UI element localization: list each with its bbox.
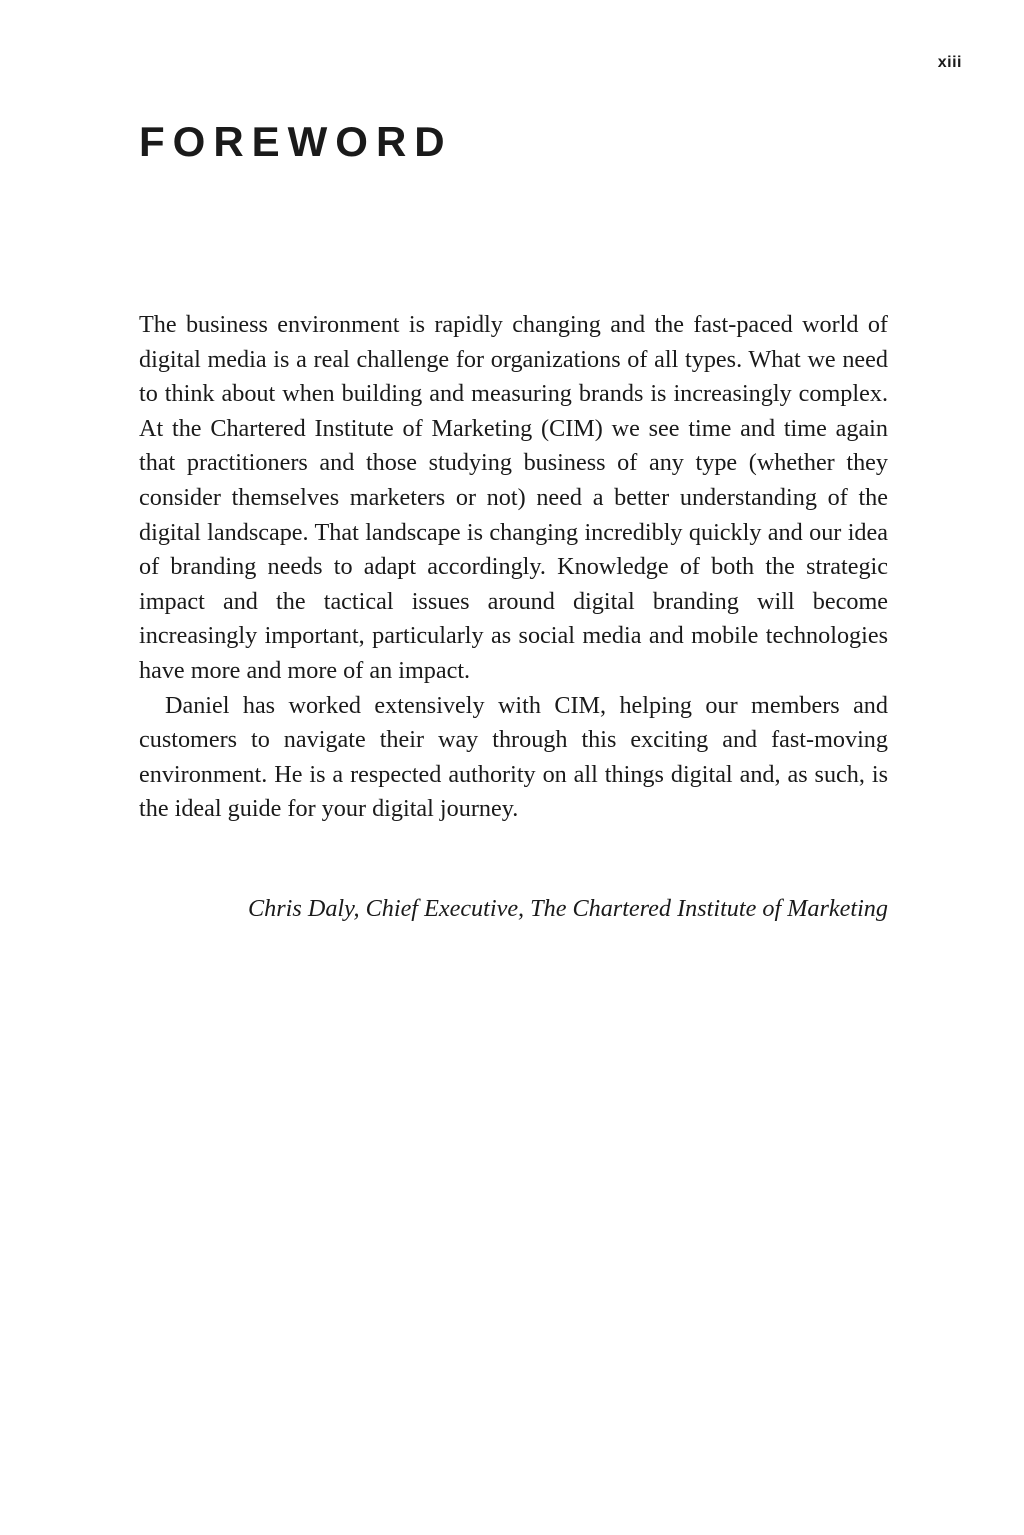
author-signature: Chris Daly, Chief Executive, The Chartered Institute of Marketing [248, 895, 888, 922]
page-title: FOREWORD [139, 118, 453, 165]
foreword-body [139, 308, 888, 827]
page-number: xiii [937, 54, 962, 71]
paragraph: Daniel has worked extensively with CIM, helping our members and customers to navigate their way through this exciting and fast-moving environment. He is a respected authority on all things digital and, as such, is the ideal guide for your digital journey. [139, 691, 888, 823]
paragraph: The business environment is rapidly changing and the fast-paced world of digital media is a real challenge for organizations of all types. What we need to think about when building and measuring brands is increasingly complex. At the Chartered Institute of Marketing (CIM) we see time and time again that practitioners and those studying business of any type (whether they consider themselves marketers or not) need a better understanding of the digital landscape. That landscape is changing incredibly quickly and our idea of branding needs to adapt accordingly. Knowledge of both the strategic impact and the tactical issues around digital branding will become increasingly important, particularly as social media and mobile technologies have more and more of an impact. [139, 311, 888, 684]
